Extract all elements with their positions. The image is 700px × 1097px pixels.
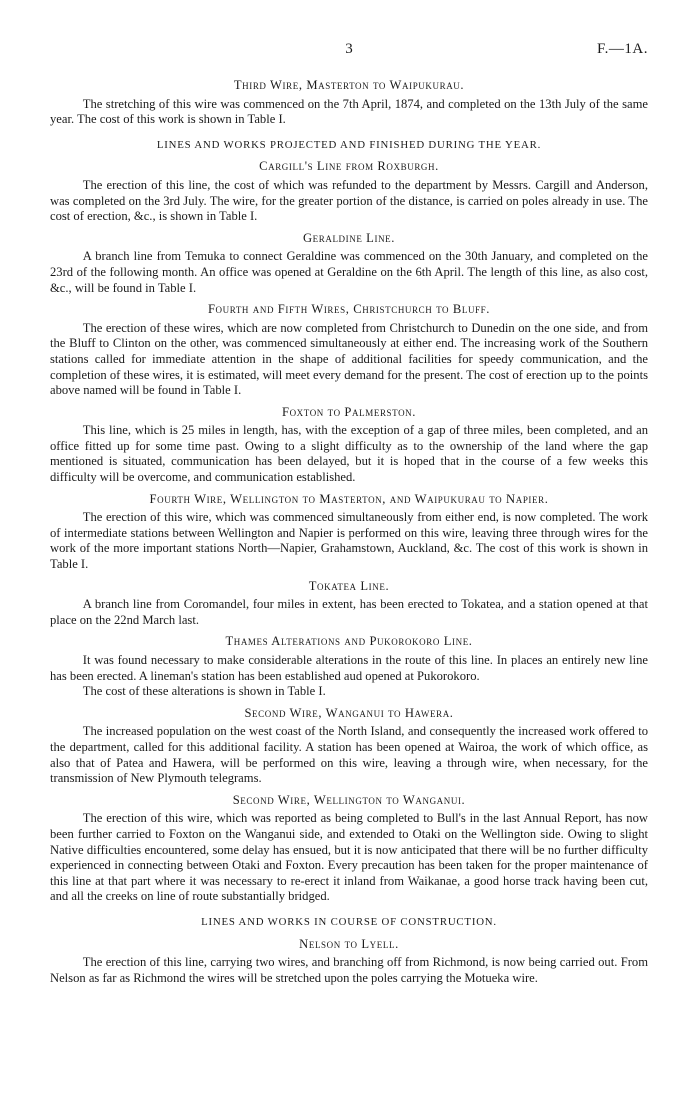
page-number: 3 [345, 41, 353, 57]
body-paragraph: The erection of these wires, which are now completed from Christchurch to Dunedin on the one side, and from the Bluff to Clinton on the other, was commenced simultaneously at either end. The increasing work of the Southern stations called for immediate attention in the shape of additional facilities for speedy communication, and the completion of these wires, it is estimated, will meet every demand for the present. The cost of erection up to the points above named will be found in Table I. [50, 320, 648, 398]
page-header [50, 42, 648, 60]
body-paragraph: The stretching of this wire was commenced on the 7th April, 1874, and completed on the 13th July of the same year. The cost of this work is shown in Table I. [50, 96, 648, 127]
body-paragraph: This line, which is 25 miles in length, has, with the exception of a gap of three miles, been completed, and an office fitted up for some time past. Owing to a slight difficulty as to the ownership of the land where the gap mentioned is situated, communication has been delayed, but it is hoped that in the course of a few weeks this difficulty will be overcome, and communication established. [50, 423, 648, 485]
body-paragraph: A branch line from Coromandel, four miles in extent, has been erected to Tokatea, and a station opened at that place on the 22nd March last. [50, 597, 648, 627]
body-paragraph: A branch line from Temuka to connect Geraldine was commenced on the 30th January, and completed on the 23rd of the following month. An office was opened at Geraldine on the 6th April. The length of this line, as also cost, &c., will be found in Table I. [50, 249, 648, 295]
section-heading: Tokatea Line. [308, 578, 390, 593]
major-section-heading: LINES AND WORKS PROJECTED AND FINISHED DURING THE YEAR. [156, 138, 542, 151]
major-section-heading: LINES AND WORKS IN COURSE OF CONSTRUCTION. [201, 915, 497, 928]
body-paragraph: The erection of this line, carrying two wires, and branching off from Richmond, is now being carried out. From Nelson as far as Richmond the wires will be stretched upon the poles carrying the Motueka wire. [50, 955, 648, 985]
document-body [50, 72, 648, 986]
page-code: F.—1A. [597, 41, 648, 57]
section-heading: Geraldine Line. [302, 230, 396, 245]
section-heading: Foxton to Palmerston. [281, 404, 417, 419]
body-paragraph: It was found necessary to make considerable alterations in the route of this line. In places an entirely new line has been erected. A lineman's station has been established aud opened at Pukorokoro. [50, 653, 648, 683]
body-paragraph: The erection of this line, the cost of which was refunded to the department by Messrs. Cargill and Anderson, was completed on the 3rd July. The wire, for the greater portion of the distance, is carried on poles already in use. The cost of erection, &c., is shown in Table I. [50, 177, 648, 224]
body-paragraph: The increased population on the west coast of the North Island, and consequently the increased work offered to the department, called for this additional facility. A station has been opened at Wairoa, the work of which office, as also that of Patea and Hawera, will be performed on this wire, leaving a through wire, when necessary, for the transmission of New Plymouth telegrams. [50, 724, 648, 786]
section-heading: Fourth and Fifth Wires, Christchurch to Bluff. [207, 302, 491, 317]
section-heading: Second Wire, Wellington to Wanganui. [232, 792, 466, 807]
section-heading: Thames Alterations and Pukorokoro Line. [225, 634, 473, 649]
body-paragraph: The cost of these alterations is shown in Table I. [82, 684, 326, 699]
body-paragraph: The erection of this wire, which was commenced simultaneously from either end, is now completed. The work of intermediate stations between Wellington and Napier is performed on this wire, leaving three through wires for the work of the more important stations North—Napier, Grahamstown, Auckland, &c. The cost of this work is shown in Table I. [50, 510, 648, 572]
section-heading: Second Wire, Wanganui to Hawera. [244, 705, 454, 720]
section-heading: Cargill's Line from Roxburgh. [259, 159, 439, 174]
section-heading: Nelson to Lyell. [299, 936, 399, 951]
body-paragraph: The erection of this wire, which was reported as being completed to Bull's in the last Annual Report, has now been further carried to Foxton on the Wanganui side, and extended to Otaki on the Wellington side. Owing to slight Native difficulties encountered, some delay has ensued, but it is now anticipated that there will be no further difficulty experienced in connecting between Otaki and Foxton. Every precaution has been taken for the proper maintenance of this line at that part where it was necessary to re-erect it inland from Waikanae, a good horse track having been cut, and all the creeks on line of route substantially bridged. [50, 811, 648, 904]
section-heading: Fourth Wire, Wellington to Masterton, and Waipukurau to Napier. [149, 491, 549, 506]
section-heading: Third Wire, Masterton to Waipukurau. [233, 78, 465, 92]
